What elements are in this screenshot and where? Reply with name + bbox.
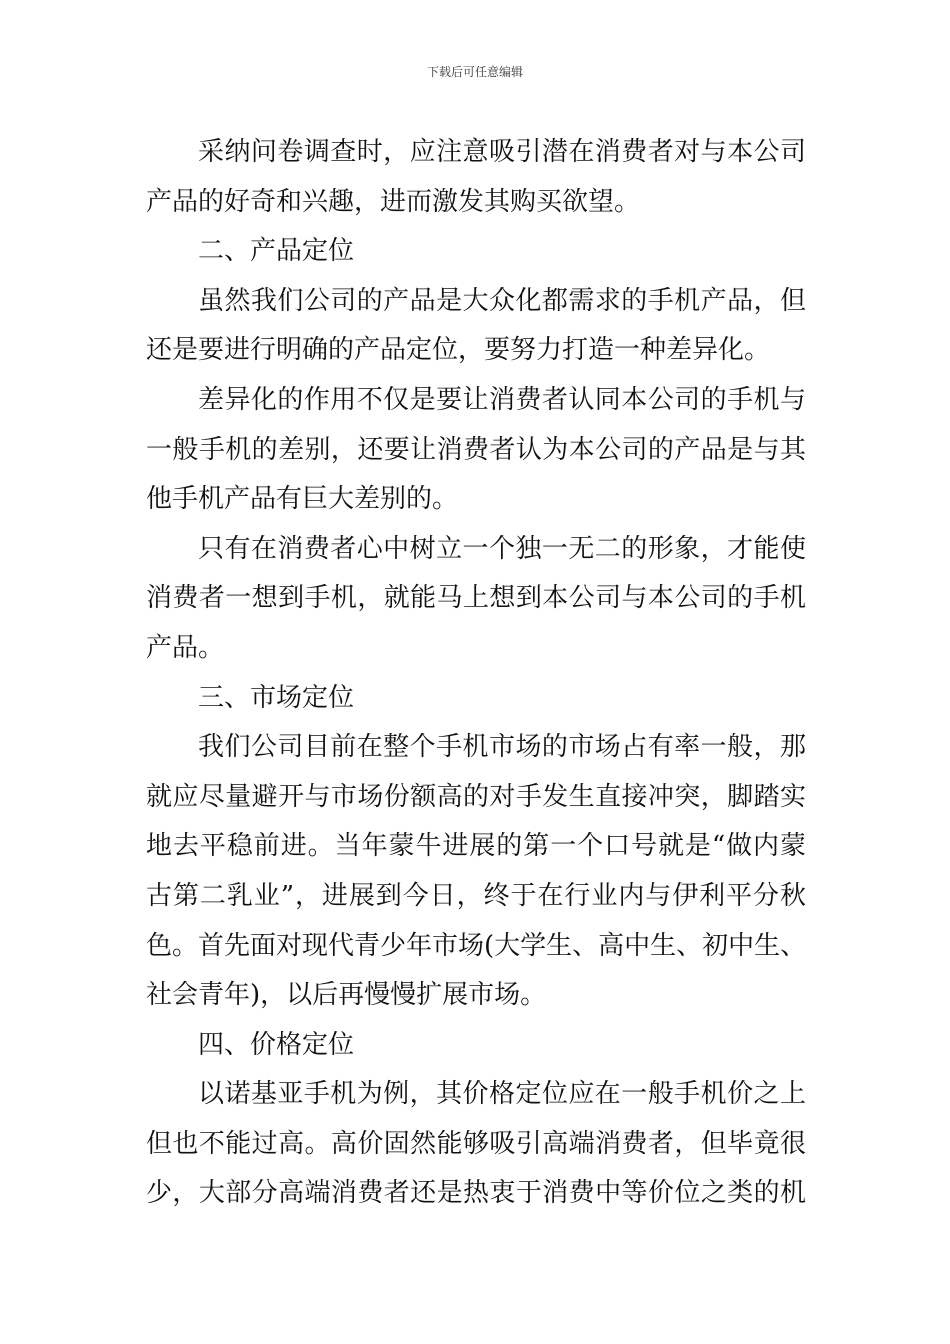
text-line: 就应尽量避开与市场份额高的对手发生直接冲突，脚踏实: [146, 781, 806, 812]
text-line: 采纳问卷调查时，应注意吸引潜在消费者对与本公司: [198, 137, 806, 167]
text-line: 产品。: [146, 632, 225, 663]
text-line: 色。首先面对现代青少年市场(大学生、高中生、初中生、: [146, 930, 807, 961]
text-line: 以诺基亚手机为例，其价格定位应在一般手机价之上: [198, 1079, 806, 1110]
text-line: 还是要进行明确的产品定位，要努力打造一种差异化。: [146, 335, 771, 366]
text-line: 产品的好奇和兴趣，进而激发其购买欲望。: [146, 186, 641, 217]
section-heading: 三、市场定位: [198, 682, 355, 713]
text-line: 差异化的作用不仅是要让消费者认同本公司的手机与: [198, 384, 806, 415]
text-line: 地去平稳前进。当年蒙牛进展的第一个口号就是“做内蒙: [146, 831, 806, 862]
text-line: 我们公司目前在整个手机市场的市场占有率一般，那: [198, 732, 806, 763]
document-body: [146, 128, 806, 1219]
section-heading: 二、产品定位: [198, 236, 355, 267]
page-header-note: 下载后可任意编辑: [426, 65, 523, 79]
text-line: 少，大部分高端消费者还是热衷于消费中等价位之类的机: [146, 1178, 806, 1209]
text-line: 社会青年)，以后再慢慢扩展市场。: [146, 980, 547, 1011]
text-line: 消费者一想到手机，就能马上想到本公司与本公司的手机: [146, 583, 806, 614]
text-line: 只有在消费者心中树立一个独一无二的形象，才能使: [198, 533, 806, 564]
text-line: 一般手机的差别，还要让消费者认为本公司的产品是与其: [146, 434, 806, 465]
text-line: 虽然我们公司的产品是大众化都需求的手机产品，但: [198, 285, 806, 316]
section-heading: 四、价格定位: [198, 1029, 355, 1060]
text-line: 古第二乳业”，进展到今日，终于在行业内与伊利平分秋: [146, 880, 806, 911]
text-line: 但也不能过高。高价固然能够吸引高端消费者，但毕竟很: [146, 1128, 806, 1159]
text-line: 他手机产品有巨大差别的。: [146, 484, 459, 515]
